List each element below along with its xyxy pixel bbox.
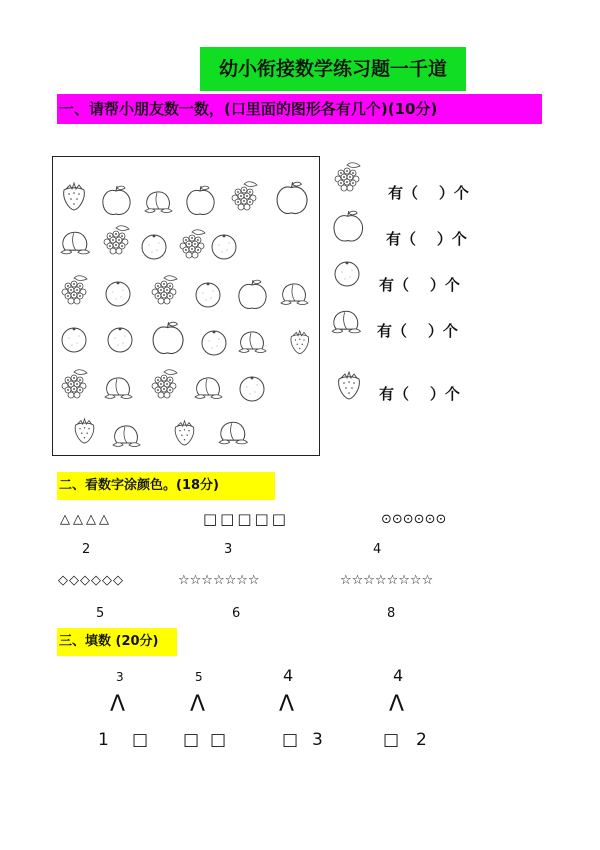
number-tree-4-top: 4 bbox=[393, 666, 404, 685]
peach-icon bbox=[103, 371, 133, 403]
peach-icon bbox=[59, 225, 91, 259]
raspberry-icon bbox=[177, 229, 207, 261]
peach-icon bbox=[217, 415, 249, 449]
number-tree-2-right[interactable]: □ bbox=[210, 730, 227, 750]
section2-heading: 二、看数字涂颜色。(18分) bbox=[57, 472, 275, 500]
number-tree-2-top: 5 bbox=[195, 670, 203, 684]
number-tree-2-branch: Λ bbox=[190, 692, 206, 717]
apple-icon bbox=[332, 210, 364, 244]
circle-group: ⊙⊙⊙⊙⊙⊙ bbox=[381, 512, 447, 527]
orange-icon bbox=[209, 231, 239, 263]
answer-raspberry: 有（ ）个 bbox=[388, 184, 469, 202]
section1-heading: 一、请帮小朋友数一数，(口里面的图形各有几个)(10分) bbox=[57, 94, 542, 124]
triangle-group: △△△△ bbox=[60, 512, 112, 527]
apple-icon bbox=[275, 181, 309, 217]
number-tree-3-branch: Λ bbox=[279, 692, 295, 717]
triangle-count: 2 bbox=[82, 542, 91, 557]
raspberry-icon bbox=[149, 369, 179, 401]
star-count-a: 6 bbox=[232, 606, 241, 621]
square-count: 3 bbox=[224, 542, 233, 557]
square-group: □□□□□ bbox=[203, 510, 289, 528]
raspberry-icon bbox=[59, 369, 89, 401]
number-tree-3-right: 3 bbox=[312, 730, 323, 750]
diamond-count: 5 bbox=[96, 606, 105, 621]
strawberry-icon bbox=[334, 370, 364, 402]
orange-icon bbox=[237, 373, 267, 405]
number-tree-1-top: 3 bbox=[116, 670, 124, 684]
peach-icon bbox=[193, 371, 223, 403]
strawberry-icon bbox=[287, 329, 313, 357]
number-tree-4-branch: Λ bbox=[389, 692, 405, 717]
apple-icon bbox=[101, 185, 131, 217]
strawberry-icon bbox=[171, 419, 199, 449]
circle-count: 4 bbox=[373, 542, 382, 557]
answer-strawberry: 有（ ）个 bbox=[379, 385, 460, 403]
star-group-a: ☆☆☆☆☆☆☆ bbox=[178, 573, 260, 588]
raspberry-icon bbox=[59, 275, 89, 307]
orange-icon bbox=[193, 279, 223, 311]
raspberry-icon bbox=[149, 275, 179, 307]
number-tree-3-left[interactable]: □ bbox=[282, 730, 299, 750]
star-count-b: 8 bbox=[387, 606, 396, 621]
peach-icon bbox=[111, 419, 141, 451]
answer-apple: 有（ ）个 bbox=[386, 230, 467, 248]
answer-peach: 有（ ）个 bbox=[377, 322, 458, 340]
peach-icon bbox=[279, 277, 309, 309]
number-tree-1-right[interactable]: □ bbox=[132, 730, 149, 750]
strawberry-icon bbox=[71, 417, 99, 447]
raspberry-icon bbox=[332, 162, 362, 194]
apple-icon bbox=[185, 185, 215, 217]
diamond-group: ◇◇◇◇◇◇ bbox=[58, 573, 124, 588]
number-tree-3-top: 4 bbox=[283, 666, 294, 685]
orange-icon bbox=[332, 258, 362, 290]
orange-icon bbox=[105, 324, 135, 356]
raspberry-icon bbox=[101, 225, 131, 257]
section3-heading: 三、填数 (20分) bbox=[57, 628, 177, 656]
peach-icon bbox=[330, 304, 362, 338]
orange-icon bbox=[139, 231, 169, 263]
orange-icon bbox=[103, 278, 133, 310]
number-tree-1-left: 1 bbox=[98, 730, 109, 750]
number-tree-4-right: 2 bbox=[416, 730, 427, 750]
number-tree-4-left[interactable]: □ bbox=[383, 730, 400, 750]
peach-icon bbox=[237, 325, 267, 357]
peach-icon bbox=[143, 185, 173, 217]
apple-icon bbox=[237, 279, 267, 311]
strawberry-icon bbox=[59, 181, 89, 213]
raspberry-icon bbox=[229, 181, 259, 213]
number-tree-2-left[interactable]: □ bbox=[183, 730, 200, 750]
worksheet-title: 幼小衔接数学练习题一千道 bbox=[200, 47, 466, 91]
orange-icon bbox=[59, 324, 89, 356]
fruit-picture-box bbox=[52, 156, 320, 456]
answer-orange: 有（ ）个 bbox=[379, 276, 460, 294]
orange-icon bbox=[199, 327, 229, 359]
star-group-b: ☆☆☆☆☆☆☆☆ bbox=[340, 573, 434, 588]
number-tree-1-branch: Λ bbox=[110, 692, 126, 717]
apple-icon bbox=[151, 321, 185, 357]
